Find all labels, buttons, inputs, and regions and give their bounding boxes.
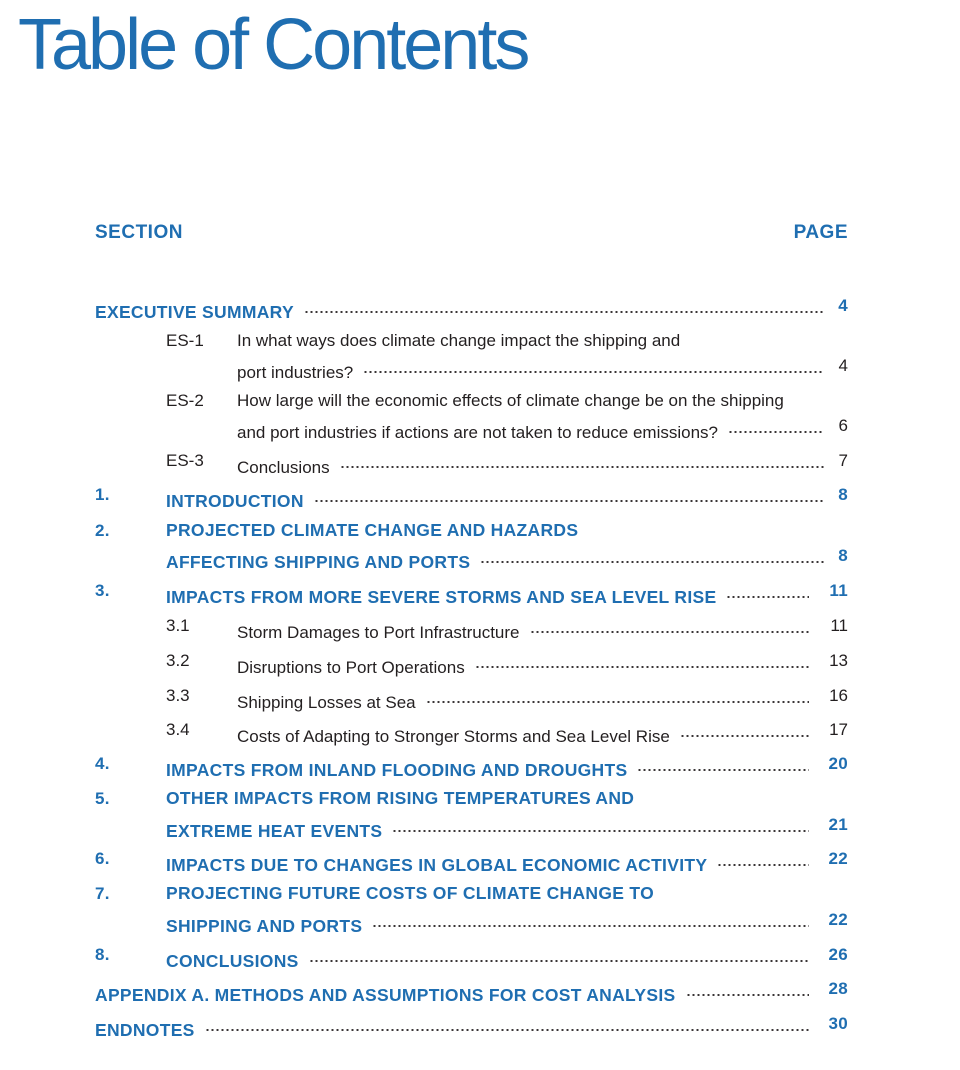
toc-entry-page: 11 <box>829 581 848 600</box>
dot-leader <box>205 1011 809 1036</box>
toc-entry-s32[interactable]: Disruptions to Port Operations <box>237 648 815 673</box>
toc-entry-s2-line2[interactable]: AFFECTING SHIPPING AND PORTS <box>166 543 830 568</box>
toc-entry-number: 6. <box>95 849 110 868</box>
toc-entry-page: 22 <box>828 849 848 868</box>
dot-leader <box>717 846 809 871</box>
toc-entry-number: 7. <box>95 884 110 903</box>
page-column-header: PAGE <box>793 222 848 243</box>
toc-entry-executive-summary[interactable] <box>95 293 830 322</box>
toc-entry-page: 30 <box>828 1014 848 1033</box>
toc-entry-page: 13 <box>829 651 848 670</box>
dot-leader <box>363 353 824 378</box>
toc-entry-page: 7 <box>838 451 848 470</box>
toc-entry-s2-line1[interactable]: PROJECTED CLIMATE CHANGE AND HAZARDS <box>166 520 579 540</box>
toc-entry-number: 5. <box>95 789 110 808</box>
toc-entry-page: 6 <box>838 416 848 435</box>
toc-entry-es2-line2[interactable]: and port industries if actions are not taken to reduce emissions? <box>237 413 830 438</box>
toc-entry-label: EXECUTIVE SUMMARY <box>95 302 294 322</box>
toc-entry-s6[interactable]: IMPACTS DUE TO CHANGES IN GLOBAL ECONOMIC ACTIVITY <box>166 846 815 871</box>
toc-entry-es3[interactable]: Conclusions <box>237 448 830 473</box>
toc-entry-number: ES-2 <box>166 391 204 410</box>
dot-leader <box>686 976 810 1001</box>
toc-entry-number: 3.1 <box>166 616 190 635</box>
dot-leader <box>304 293 824 318</box>
toc-entry-appendix-a[interactable]: APPENDIX A. METHODS AND ASSUMPTIONS FOR COST ANALYSIS <box>95 976 815 1001</box>
toc-entry-s7-line1[interactable]: PROJECTING FUTURE COSTS OF CLIMATE CHANGE TO <box>166 883 654 903</box>
toc-entry-page: 8 <box>838 546 848 565</box>
toc-entry-endnotes[interactable]: ENDNOTES <box>95 1011 815 1036</box>
toc-entry-page: 20 <box>828 754 848 773</box>
dot-leader <box>530 613 810 638</box>
toc-entry-s31[interactable]: Storm Damages to Port Infrastructure <box>237 613 815 638</box>
dot-leader <box>392 812 809 837</box>
toc-entry-page: 16 <box>829 686 848 705</box>
toc-entry-page: 21 <box>828 815 848 834</box>
toc-entry-s33[interactable]: Shipping Losses at Sea <box>237 683 815 708</box>
section-column-header: SECTION <box>95 222 183 243</box>
dot-leader <box>309 942 809 967</box>
toc-entry-page: 4 <box>838 296 848 315</box>
toc-entry-page: 17 <box>829 720 848 739</box>
toc-entry-number: 3. <box>95 581 110 600</box>
toc-entry-s5-line1[interactable]: OTHER IMPACTS FROM RISING TEMPERATURES AND <box>166 788 635 808</box>
toc-entry-page: 11 <box>830 616 848 635</box>
toc-entry-number: 1. <box>95 485 110 504</box>
toc-entry-s7-line2[interactable]: SHIPPING AND PORTS <box>166 907 815 932</box>
toc-entry-number: 8. <box>95 945 110 964</box>
toc-entry-number: 3.4 <box>166 720 190 739</box>
toc-entry-s34[interactable]: Costs of Adapting to Stronger Storms and Sea Level Rise <box>237 717 815 742</box>
dot-leader <box>475 648 809 673</box>
toc-entry-number: ES-1 <box>166 331 204 350</box>
dot-leader <box>314 482 824 507</box>
page-title: Table of Contents <box>18 5 528 85</box>
dot-leader <box>426 683 809 708</box>
toc-entry-s4[interactable]: IMPACTS FROM INLAND FLOODING AND DROUGHTS <box>166 751 815 776</box>
toc-entry-number: 2. <box>95 521 110 540</box>
dot-leader <box>480 543 824 568</box>
dot-leader <box>726 578 809 603</box>
toc-entry-page: 22 <box>828 910 848 929</box>
dot-leader <box>680 717 809 742</box>
toc-entry-page: 26 <box>828 945 848 964</box>
toc-entry-number: 3.2 <box>166 651 190 670</box>
toc-entry-page: 4 <box>838 356 848 375</box>
toc-entry-page: 28 <box>828 979 848 998</box>
toc-entry-number: 4. <box>95 754 110 773</box>
toc-entry-es1-line2[interactable]: port industries? <box>237 353 830 378</box>
toc-entry-s5-line2[interactable]: EXTREME HEAT EVENTS <box>166 812 815 837</box>
toc-entry-introduction[interactable]: INTRODUCTION <box>166 482 830 507</box>
toc-entry-page: 8 <box>838 485 848 504</box>
toc-entry-number: ES-3 <box>166 451 204 470</box>
toc-entry-s8[interactable]: CONCLUSIONS <box>166 942 815 967</box>
dot-leader <box>637 751 809 776</box>
dot-leader <box>340 448 824 473</box>
toc-entry-s3[interactable]: IMPACTS FROM MORE SEVERE STORMS AND SEA LEVEL RISE <box>166 578 815 603</box>
toc-entry-es2-line1[interactable]: How large will the economic effects of climate change be on the shipping <box>237 391 784 410</box>
dot-leader <box>372 907 809 932</box>
toc-entry-number: 3.3 <box>166 686 190 705</box>
toc-entry-es1-line1[interactable]: In what ways does climate change impact the shipping and <box>237 331 681 350</box>
